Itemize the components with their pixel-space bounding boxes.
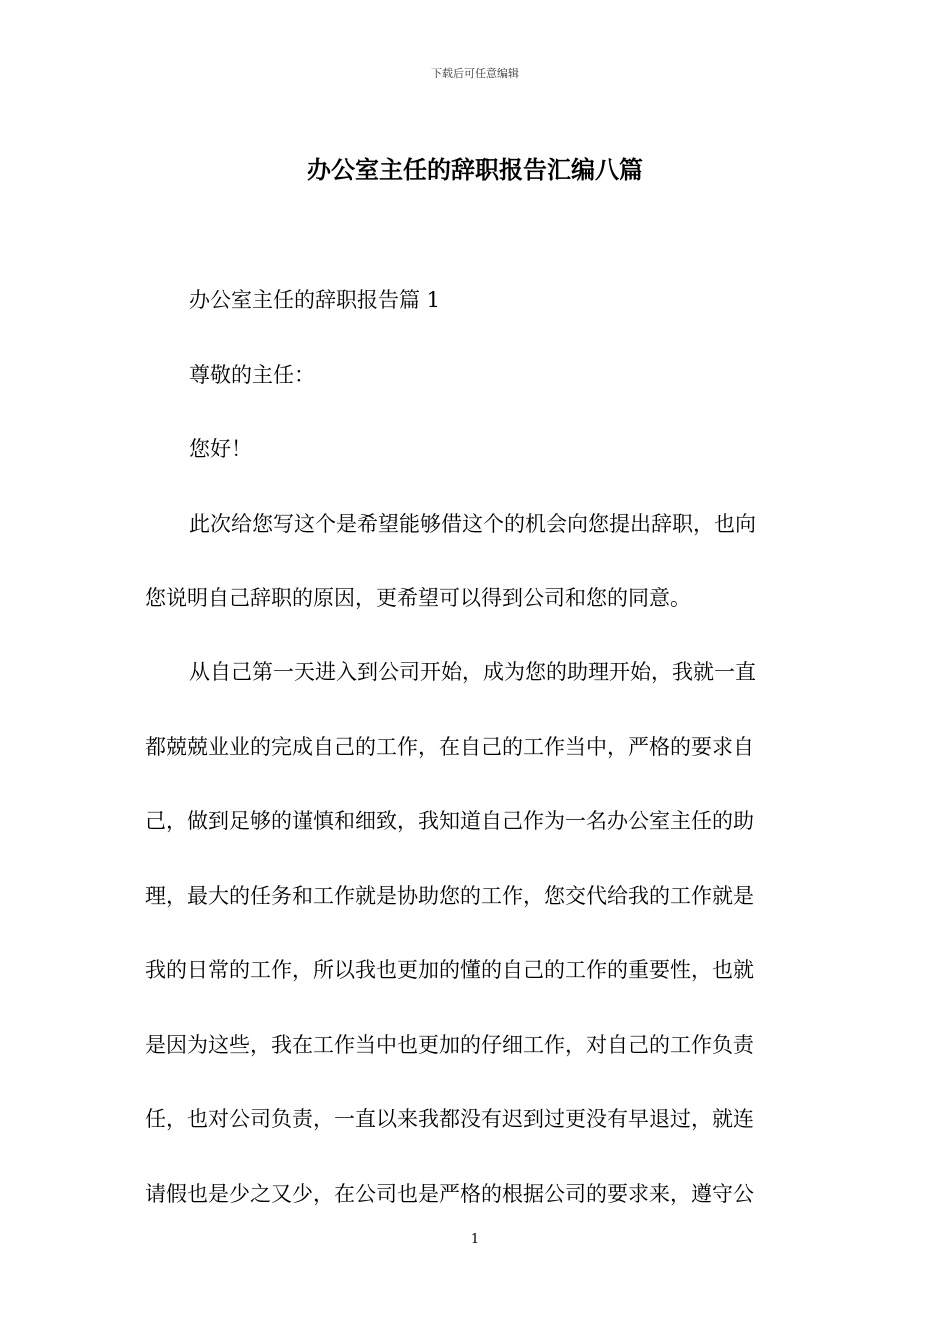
greeting: 您好！ (189, 437, 252, 461)
salutation: 尊敬的主任： (189, 363, 315, 387)
paragraph-line: 理，最大的任务和工作就是协助您的工作，您交代给我的工作就是 (145, 884, 754, 908)
paragraph-line: 己，做到足够的谨慎和细致，我知道自己作为一名办公室主任的助 (145, 809, 754, 833)
paragraph-line: 都兢兢业业的完成自己的工作，在自己的工作当中，严格的要求自 (145, 735, 754, 759)
header-note: 下载后可任意编辑 (431, 67, 519, 80)
paragraph-line: 是因为这些，我在工作当中也更加的仔细工作，对自己的工作负责 (145, 1033, 754, 1057)
paragraph-line: 我的日常的工作，所以我也更加的懂的自己的工作的重要性，也就 (145, 958, 754, 982)
paragraph-line: 您说明自己辞职的原因，更希望可以得到公司和您的同意。 (145, 586, 691, 610)
document-title: 办公室主任的辞职报告汇编八篇 (307, 155, 643, 184)
paragraph-line: 从自己第一天进入到公司开始，成为您的助理开始，我就一直 (189, 660, 756, 684)
page-number: 1 (470, 1232, 480, 1247)
section-heading: 办公室主任的辞职报告篇 1 (189, 288, 441, 312)
paragraph-line: 此次给您写这个是希望能够借这个的机会向您提出辞职，也向 (189, 512, 756, 536)
paragraph-line: 任，也对公司负责，一直以来我都没有迟到过更没有早退过，就连 (145, 1107, 754, 1131)
paragraph-line: 请假也是少之又少，在公司也是严格的根据公司的要求来，遵守公 (145, 1182, 754, 1206)
